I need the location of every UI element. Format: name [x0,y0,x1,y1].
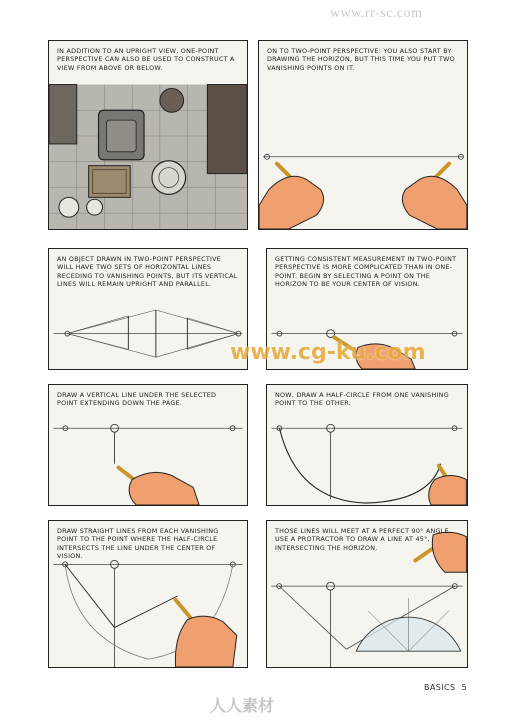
panel-caption: IN ADDITION TO AN UPRIGHT VIEW, ONE-POINT PERSPECTIVE CAN ALSO BE USED TO CONSTRUCT A VIEW FROM ABOVE OR BELOW. [57,47,239,72]
comic-panel-6 [266,384,468,506]
comic-panel-7 [48,520,248,668]
panel-caption: AN OBJECT DRAWN IN TWO-POINT PERSPECTIVE WILL HAVE TWO SETS OF HORIZONTAL LINES RECEDING TO VANISHING POINTS, BUT ITS VERTICAL LINES WILL REMAIN UPRIGHT AND PARALLEL. [57,255,238,288]
watermark-url-middle: www.cg-ku.com [230,340,426,365]
panel-caption: DRAW A VERTICAL LINE UNDER THE SELECTED POINT EXTENDING DOWN THE PAGE. [57,391,217,408]
comic-panel-2 [258,40,468,230]
panel-caption: GETTING CONSISTENT MEASUREMENT IN TWO-POINT PERSPECTIVE IS MORE COMPLICATED THAN IN ONE-POINT. BEGIN BY SELECTING A POINT ON THE HORIZON TO BE YOUR CENTER OF VISION. [275,255,457,288]
page-number: 5 [461,683,467,692]
page-footer [424,683,467,692]
panel-caption: DRAW STRAIGHT LINES FROM EACH VANISHING POINT TO THE POINT WHERE THE HALF-CIRCLE INTERSECTS THE LINE UNDER THE CENTER OF VISION. [57,527,219,560]
panel-caption: ON TO TWO-POINT PERSPECTIVE: YOU ALSO START BY DRAWING THE HORIZON, BUT THIS TIME YOU PUT TWO VANISHING POINTS ON IT. [267,47,455,72]
comic-panel-3 [48,248,248,370]
panel-caption: THOSE LINES WILL MEET AT A PERFECT 90° ANGLE. USE A PROTRACTOR TO DRAW A LINE AT 45°, INTERSECTING THE HORIZON. [275,527,452,552]
comic-panel-5 [48,384,248,506]
comic-panel-8 [266,520,468,668]
watermark-logo-text: 人人素材 [210,696,275,715]
panel-caption: NOW, DRAW A HALF-CIRCLE FROM ONE VANISHING POINT TO THE OTHER. [275,391,449,408]
comic-panel-1 [48,40,248,230]
watermark-url: www.rr-sc.com [330,6,423,21]
section-title: BASICS [424,683,456,692]
